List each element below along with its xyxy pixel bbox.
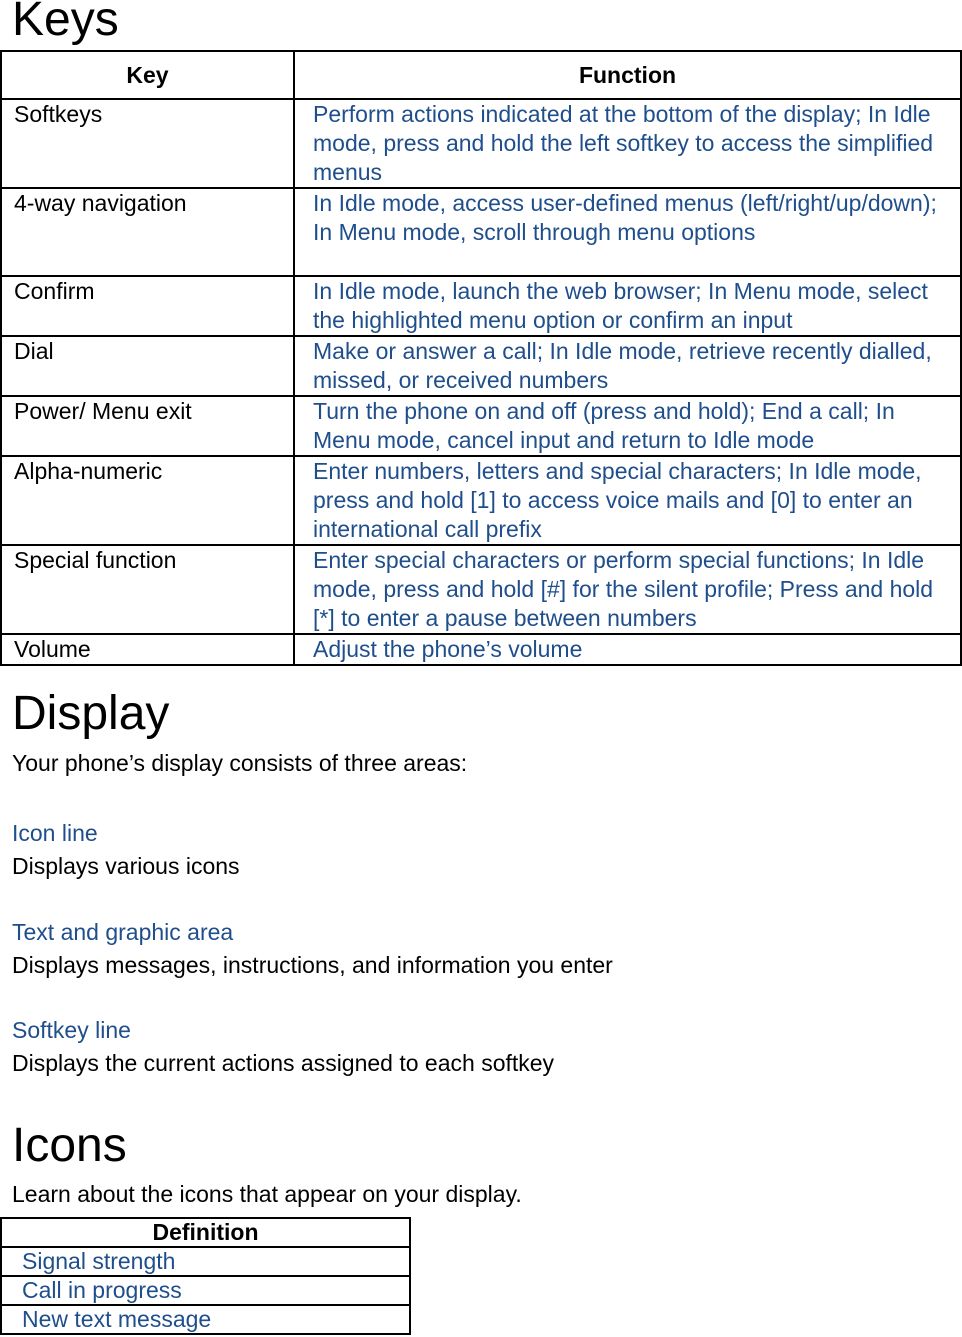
- table-row: [1, 276, 961, 336]
- definition-column-header: Definition: [1, 1218, 410, 1247]
- key-name: Dial: [1, 336, 294, 396]
- table-row: [1, 456, 961, 545]
- icons-heading: Icons: [12, 1119, 127, 1172]
- key-name: Power/ Menu exit: [1, 396, 294, 456]
- table-row: [1, 545, 961, 634]
- display-heading: Display: [12, 687, 170, 740]
- display-area-title: Softkey line: [12, 1017, 131, 1043]
- table-row: [1, 99, 961, 188]
- key-name: Alpha-numeric: [1, 456, 294, 545]
- table-row: [1, 1276, 410, 1305]
- table-row: [1, 1247, 410, 1276]
- keys-heading: Keys: [12, 0, 119, 46]
- icon-definition: Signal strength: [1, 1247, 410, 1276]
- key-name: Volume: [1, 634, 294, 665]
- key-name: Softkeys: [1, 99, 294, 188]
- keys-table: [0, 50, 962, 666]
- display-area-description: Displays messages, instructions, and information you enter: [12, 952, 613, 978]
- function-column-header: Function: [294, 51, 961, 99]
- key-column-header: Key: [1, 51, 294, 99]
- display-intro: Your phone’s display consists of three areas:: [12, 750, 468, 776]
- key-function: In Idle mode, launch the web browser; In Menu mode, select the highlighted menu option or confirm an input: [294, 276, 961, 336]
- key-function: Turn the phone on and off (press and hold); End a call; In Menu mode, cancel input and return to Idle mode: [294, 396, 961, 456]
- table-row: [1, 634, 961, 665]
- key-function: Perform actions indicated at the bottom of the display; In Idle mode, press and hold the left softkey to access the simplified menus: [294, 99, 961, 188]
- key-function: Make or answer a call; In Idle mode, retrieve recently dialled, missed, or received numbers: [294, 336, 961, 396]
- table-row: [1, 336, 961, 396]
- display-area-description: Displays the current actions assigned to each softkey: [12, 1050, 555, 1076]
- key-name: 4-way navigation: [1, 188, 294, 276]
- icon-definition: New text message: [1, 1305, 410, 1334]
- icons-table: [0, 1217, 411, 1335]
- icon-definition: Call in progress: [1, 1276, 410, 1305]
- display-area-title: Icon line: [12, 820, 98, 846]
- key-function: In Idle mode, access user-defined menus (left/right/up/down); In Menu mode, scroll through menu options: [294, 188, 961, 276]
- key-name: Special function: [1, 545, 294, 634]
- key-function: Adjust the phone’s volume: [294, 634, 961, 665]
- display-area-title: Text and graphic area: [12, 919, 234, 945]
- table-row: [1, 1305, 410, 1334]
- key-function: Enter numbers, letters and special characters; In Idle mode, press and hold [1] to access voice mails and [0] to enter an international call prefix: [294, 456, 961, 545]
- key-name: Confirm: [1, 276, 294, 336]
- table-row: [1, 396, 961, 456]
- display-area-description: Displays various icons: [12, 853, 240, 879]
- icons-table-header-row: [1, 1218, 410, 1247]
- keys-table-header-row: [1, 51, 961, 99]
- key-function: Enter special characters or perform special functions; In Idle mode, press and hold [#] for the silent profile; Press and hold [*] to enter a pause between numbers: [294, 545, 961, 634]
- table-row: [1, 188, 961, 276]
- icons-intro: Learn about the icons that appear on your display.: [12, 1181, 522, 1207]
